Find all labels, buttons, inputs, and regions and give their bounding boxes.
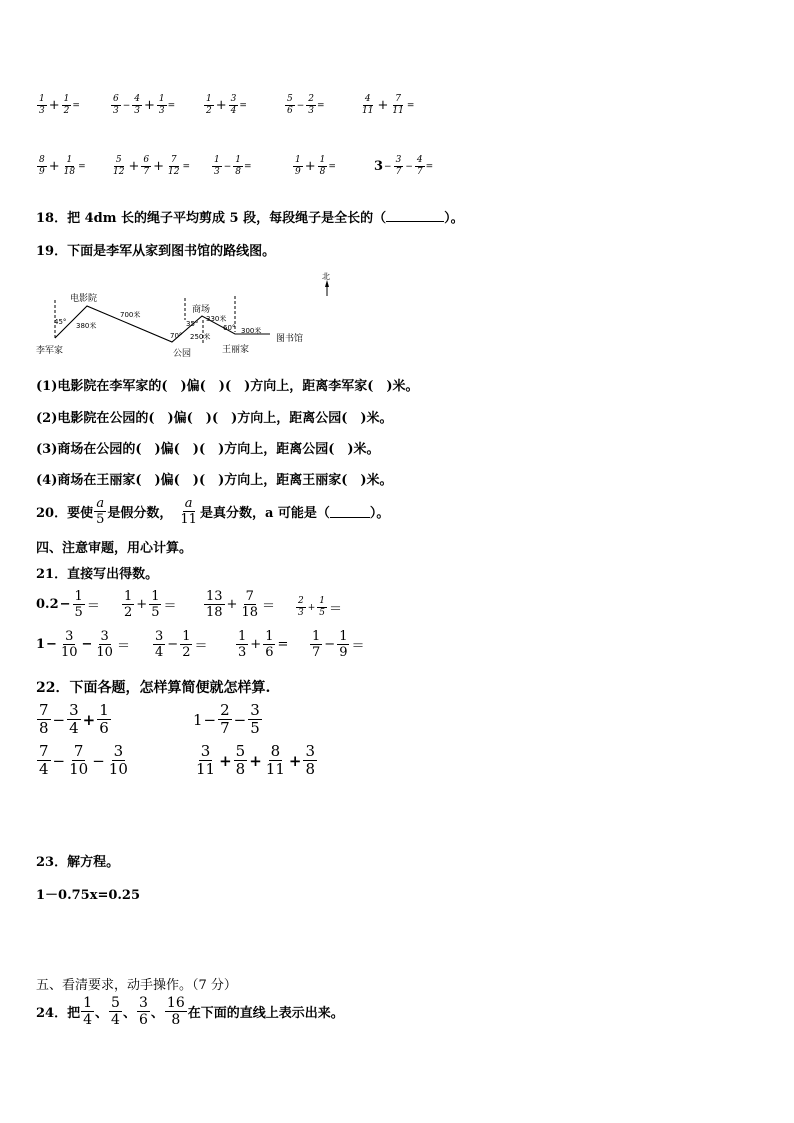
angle-park-2: 35° [186, 320, 199, 328]
answer-blank-20[interactable] [330, 505, 370, 518]
q21-expr-5: 1 − $\frac{3}{10}$ − $\frac{3}{10}$ ＝ [36, 629, 130, 660]
q21-expr-6: $\frac{3}{4}$ − $\frac{1}{2}$ ＝ [155, 629, 208, 660]
question-23-equation: 1－0.75x=0.25 [36, 888, 141, 903]
question-21-title: 21．直接写出得数。 [36, 567, 159, 582]
distance-park-mall: 250米 [190, 333, 211, 341]
north-label: 北 [322, 272, 330, 281]
calc-r2-4: $\frac{1}{9}$ + $\frac{1}{8}$ = [295, 155, 336, 177]
calc-r2-2: $\frac{5}{12}$ + $\frac{6}{7}$ + $\frac{7}{12}$ = [113, 155, 190, 177]
calc-r2-1: $\frac{8}{9}$ + $\frac{1}{18}$ = [39, 155, 86, 177]
question-20: 20．要使 $\frac{a}{5}$ 是假分数， $\frac{a}{11}$ 是真分数，a 可能是（ ）。 [36, 496, 390, 527]
question-19-3: (3)商场在公园的( )偏( )( )方向上，距离公园( )米。 [36, 442, 380, 457]
q22-expr-4: $\frac{3}{11}$ + $\frac{5}{8}$ + $\frac{8}{11}$ + $\frac{3}{8}$ [196, 742, 316, 778]
question-19-2: (2)电影院在公园的( )偏( )( )方向上，距离公园( )米。 [36, 411, 393, 426]
question-23-title: 23．解方程。 [36, 855, 120, 870]
calc-r1-2: $\frac{6}{3}$ − $\frac{4}{3}$ + $\frac{1}{3}$ = [113, 94, 176, 116]
question-19-4: (4)商场在王丽家( )偏( )( )方向上，距离王丽家( )米。 [36, 473, 393, 488]
place-library: 图书馆 [276, 334, 304, 344]
question-22-title: 22．下面各题，怎样算简便就怎样算. [36, 680, 271, 696]
calc-r2-3: $\frac{1}{3}$ − $\frac{1}{8}$ = [214, 155, 252, 177]
calc-r1-4: $\frac{5}{6}$ − $\frac{2}{3}$ = [287, 94, 325, 116]
q21-expr-1: 0.2 − $\frac{1}{5}$ ＝ [36, 589, 100, 620]
question-19-title: 19．下面是李军从家到图书馆的路线图。 [36, 244, 276, 259]
angle-wang: 60° [223, 324, 236, 332]
route-map [30, 268, 330, 363]
place-wang: 王丽家 [222, 345, 250, 355]
q21-expr-7: $\frac{1}{3}$ + $\frac{1}{6}$ = [238, 629, 289, 660]
distance-cinema-park: 700米 [120, 311, 141, 319]
question-24: 24．把 $\frac{1}{4}$ 、 $\frac{5}{4}$ 、 $\frac{3}{6}$ 、 $\frac{16}{8}$ 在下面的直线上表示出来。 [36, 995, 344, 1028]
distance-wang-library: 300米 [241, 327, 262, 335]
calc-r1-5: $\frac{4}{11}$ + $\frac{7}{11}$ = [362, 94, 415, 116]
q22-expr-3: $\frac{7}{4}$ − $\frac{7}{10}$ − $\frac{3}{10}$ [39, 742, 128, 778]
distance-home-cinema: 380米 [76, 322, 97, 330]
place-cinema: 电影院 [70, 294, 98, 304]
q21-expr-2: $\frac{1}{2}$ + $\frac{1}{5}$ ＝ [124, 589, 177, 620]
q22-expr-2: 1 − $\frac{2}{7}$ − $\frac{3}{5}$ [193, 701, 260, 737]
distance-mall-wang: 330米 [206, 315, 227, 323]
q21-expr-3: $\frac{13}{18}$ + $\frac{7}{18}$ ＝ [206, 589, 276, 620]
answer-blank-18[interactable] [386, 209, 444, 222]
place-home: 李军家 [36, 346, 64, 356]
angle-park-1: 70° [170, 332, 183, 340]
section-4-title: 四、注意审题，用心计算。 [36, 541, 193, 556]
place-mall: 商场 [192, 305, 211, 315]
place-park: 公园 [173, 349, 192, 359]
section-5-title: 五、看清要求，动手操作。（7 分） [36, 978, 237, 993]
q21-expr-4: $\frac{2}{3}$ + $\frac{1}{5}$ ＝ [298, 596, 343, 618]
question-19-1: (1)电影院在李军家的( )偏( )( )方向上，距离李军家( )米。 [36, 379, 419, 394]
question-18: 18．把 4dm 长的绳子平均剪成 5 段，每段绳子是全长的（ ）。 [36, 211, 464, 226]
q22-expr-1: $\frac{7}{8}$ − $\frac{3}{4}$ + $\frac{1}{6}$ [39, 701, 109, 737]
calc-r1-1: $\frac{1}{3}$ + $\frac{1}{2}$ = [39, 94, 80, 116]
calc-r1-3: $\frac{1}{2}$ + $\frac{3}{4}$ = [206, 94, 247, 116]
q21-expr-8: $\frac{1}{7}$ − $\frac{1}{9}$ ＝ [312, 629, 365, 660]
north-arrow-icon [325, 280, 329, 287]
angle-home: 45° [54, 318, 67, 326]
calc-r2-5: 3 − $\frac{3}{7}$ − $\frac{4}{7}$ = [374, 155, 434, 177]
